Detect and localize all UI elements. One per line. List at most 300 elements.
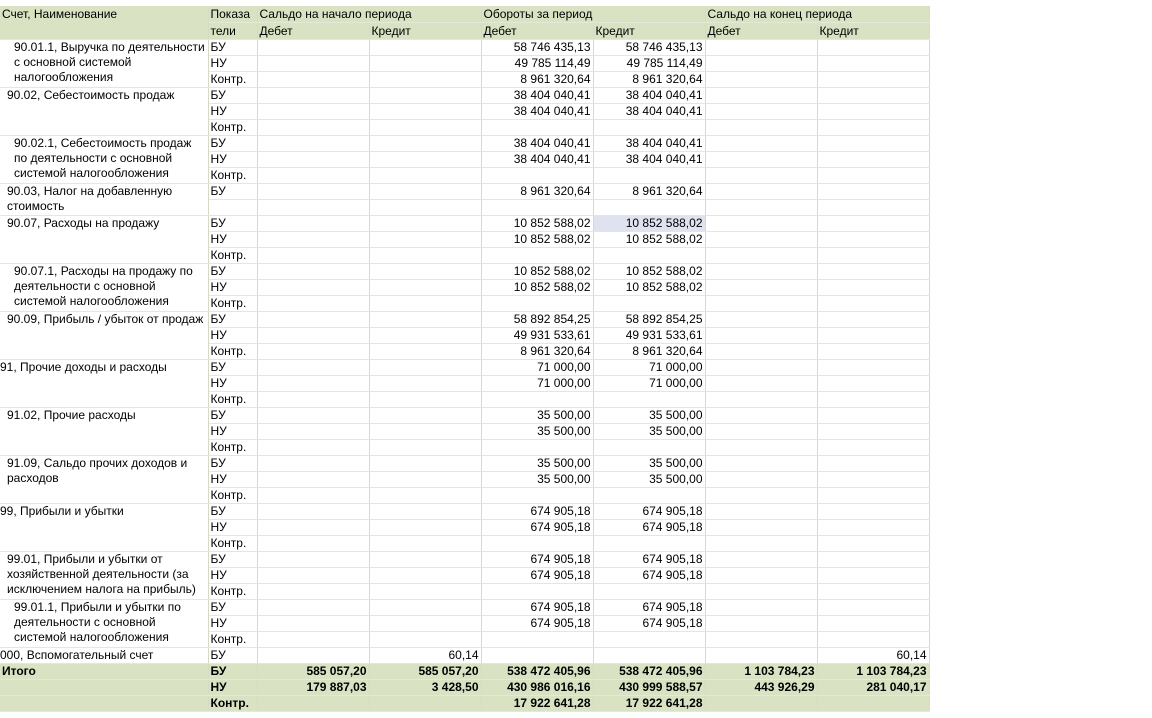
turnover-debit-cell[interactable]: 10 852 588,02 — [481, 232, 593, 248]
opening-credit-cell[interactable] — [369, 56, 481, 72]
account-name-cell[interactable]: 99.01, Прибыли и убытки от хозяйственной деятельности (за исключением налога на прибыль) — [0, 552, 208, 600]
table-row[interactable] — [0, 360, 929, 376]
account-name-cell[interactable]: 90.07, Расходы на продажу — [0, 216, 208, 264]
opening-debit-cell[interactable] — [257, 296, 369, 312]
opening-credit-cell[interactable] — [369, 104, 481, 120]
indicator-cell[interactable]: БУ — [208, 456, 257, 472]
indicator-cell[interactable]: БУ — [208, 600, 257, 616]
closing-credit-cell[interactable] — [817, 56, 929, 72]
closing-debit-cell[interactable] — [705, 536, 817, 552]
closing-debit-cell[interactable] — [705, 440, 817, 456]
opening-debit-cell[interactable] — [257, 248, 369, 264]
turnover-credit-cell[interactable] — [593, 168, 705, 184]
closing-credit-cell[interactable] — [817, 264, 929, 280]
totals-opening-credit-cell[interactable] — [369, 696, 481, 712]
turnover-debit-cell[interactable] — [481, 200, 593, 216]
indicator-cell[interactable]: НУ — [208, 424, 257, 440]
header-account[interactable]: Счет, Наименование — [0, 6, 208, 40]
closing-debit-cell[interactable] — [705, 648, 817, 664]
opening-debit-cell[interactable] — [257, 616, 369, 632]
turnover-debit-cell[interactable] — [481, 488, 593, 504]
account-name-cell[interactable]: 90.02, Себестоимость продаж — [0, 88, 208, 136]
turnover-debit-cell[interactable]: 35 500,00 — [481, 472, 593, 488]
opening-credit-cell[interactable] — [369, 232, 481, 248]
opening-debit-cell[interactable] — [257, 536, 369, 552]
indicator-cell[interactable]: Контр. — [208, 296, 257, 312]
closing-credit-cell[interactable] — [817, 392, 929, 408]
closing-credit-cell[interactable] — [817, 200, 929, 216]
table-row[interactable] — [0, 216, 929, 232]
totals-opening-debit-cell[interactable]: 179 887,03 — [257, 680, 369, 696]
closing-credit-cell[interactable] — [817, 616, 929, 632]
turnover-debit-cell[interactable]: 35 500,00 — [481, 456, 593, 472]
turnover-debit-cell[interactable]: 674 905,18 — [481, 504, 593, 520]
indicator-cell[interactable]: БУ — [208, 88, 257, 104]
closing-debit-cell[interactable] — [705, 184, 817, 200]
opening-debit-cell[interactable] — [257, 632, 369, 648]
closing-credit-cell[interactable] — [817, 536, 929, 552]
opening-debit-cell[interactable] — [257, 216, 369, 232]
turnover-credit-cell[interactable]: 674 905,18 — [593, 504, 705, 520]
table-row[interactable] — [0, 40, 929, 56]
opening-debit-cell[interactable] — [257, 472, 369, 488]
indicator-cell[interactable]: БУ — [208, 648, 257, 664]
opening-credit-cell[interactable] — [369, 280, 481, 296]
closing-debit-cell[interactable] — [705, 152, 817, 168]
turnover-credit-cell[interactable]: 674 905,18 — [593, 520, 705, 536]
account-name-cell[interactable]: 000, Вспомогательный счет — [0, 648, 208, 664]
opening-debit-cell[interactable] — [257, 600, 369, 616]
turnover-credit-cell[interactable]: 10 852 588,02 — [593, 216, 705, 232]
opening-debit-cell[interactable] — [257, 40, 369, 56]
turnover-credit-cell[interactable]: 38 404 040,41 — [593, 104, 705, 120]
table-row[interactable] — [0, 408, 929, 424]
closing-credit-cell[interactable] — [817, 568, 929, 584]
opening-credit-cell[interactable] — [369, 168, 481, 184]
turnover-debit-cell[interactable] — [481, 440, 593, 456]
indicator-cell[interactable]: БУ — [208, 312, 257, 328]
indicator-cell[interactable]: Контр. — [208, 440, 257, 456]
opening-debit-cell[interactable] — [257, 648, 369, 664]
turnover-credit-cell[interactable]: 674 905,18 — [593, 616, 705, 632]
totals-turnover-credit-cell[interactable]: 17 922 641,28 — [593, 696, 705, 712]
closing-debit-cell[interactable] — [705, 264, 817, 280]
table-row[interactable] — [0, 312, 929, 328]
opening-credit-cell[interactable] — [369, 408, 481, 424]
turnover-credit-cell[interactable]: 10 852 588,02 — [593, 280, 705, 296]
table-row[interactable] — [0, 136, 929, 152]
opening-credit-cell[interactable] — [369, 552, 481, 568]
closing-credit-cell[interactable] — [817, 120, 929, 136]
turnover-debit-cell[interactable]: 38 404 040,41 — [481, 152, 593, 168]
turnover-credit-cell[interactable] — [593, 648, 705, 664]
table-row[interactable] — [0, 552, 929, 568]
closing-credit-cell[interactable] — [817, 376, 929, 392]
indicator-cell[interactable]: НУ — [208, 472, 257, 488]
totals-turnover-credit-cell[interactable]: 538 472 405,96 — [593, 664, 705, 680]
opening-credit-cell[interactable] — [369, 488, 481, 504]
closing-debit-cell[interactable] — [705, 56, 817, 72]
opening-credit-cell[interactable] — [369, 184, 481, 200]
turnover-credit-cell[interactable]: 38 404 040,41 — [593, 136, 705, 152]
closing-credit-cell[interactable] — [817, 344, 929, 360]
turnover-credit-cell[interactable]: 8 961 320,64 — [593, 72, 705, 88]
turnover-debit-cell[interactable]: 38 404 040,41 — [481, 104, 593, 120]
indicator-cell[interactable]: БУ — [208, 264, 257, 280]
closing-debit-cell[interactable] — [705, 344, 817, 360]
indicator-cell[interactable]: НУ — [208, 56, 257, 72]
opening-debit-cell[interactable] — [257, 328, 369, 344]
header-turnover-credit[interactable]: Кредит — [593, 23, 705, 40]
table-row[interactable] — [0, 456, 929, 472]
indicator-cell[interactable]: НУ — [208, 328, 257, 344]
opening-debit-cell[interactable] — [257, 136, 369, 152]
account-name-cell[interactable]: 91.02, Прочие расходы — [0, 408, 208, 456]
closing-credit-cell[interactable] — [817, 408, 929, 424]
indicator-cell[interactable]: БУ — [208, 408, 257, 424]
indicator-cell[interactable]: БУ — [208, 40, 257, 56]
closing-debit-cell[interactable] — [705, 616, 817, 632]
closing-credit-cell[interactable] — [817, 280, 929, 296]
turnover-debit-cell[interactable]: 674 905,18 — [481, 568, 593, 584]
closing-credit-cell[interactable] — [817, 232, 929, 248]
opening-credit-cell[interactable] — [369, 536, 481, 552]
opening-debit-cell[interactable] — [257, 72, 369, 88]
turnover-debit-cell[interactable]: 49 931 533,61 — [481, 328, 593, 344]
header-turnover-debit[interactable]: Дебет — [481, 23, 593, 40]
indicator-cell[interactable]: НУ — [208, 376, 257, 392]
turnover-debit-cell[interactable] — [481, 120, 593, 136]
opening-debit-cell[interactable] — [257, 520, 369, 536]
closing-debit-cell[interactable] — [705, 40, 817, 56]
indicator-cell[interactable]: Контр. — [208, 632, 257, 648]
indicator-cell[interactable] — [208, 200, 257, 216]
account-name-cell[interactable]: 90.02.1, Себестоимость продаж по деятельности с основной системой налогообложения — [0, 136, 208, 184]
totals-turnover-debit-cell[interactable]: 430 986 016,16 — [481, 680, 593, 696]
opening-credit-cell[interactable] — [369, 472, 481, 488]
closing-credit-cell[interactable] — [817, 72, 929, 88]
table-row[interactable] — [0, 600, 929, 616]
header-opening-credit[interactable]: Кредит — [369, 23, 481, 40]
totals-turnover-debit-cell[interactable]: 17 922 641,28 — [481, 696, 593, 712]
closing-debit-cell[interactable] — [705, 232, 817, 248]
closing-credit-cell[interactable] — [817, 168, 929, 184]
account-name-cell[interactable]: 99, Прибыли и убытки — [0, 504, 208, 552]
closing-debit-cell[interactable] — [705, 216, 817, 232]
opening-credit-cell[interactable] — [369, 376, 481, 392]
closing-debit-cell[interactable] — [705, 360, 817, 376]
totals-closing-debit-cell[interactable]: 443 926,29 — [705, 680, 817, 696]
closing-debit-cell[interactable] — [705, 568, 817, 584]
indicator-cell[interactable]: БУ — [208, 504, 257, 520]
totals-opening-credit-cell[interactable]: 585 057,20 — [369, 664, 481, 680]
indicator-cell[interactable]: БУ — [208, 360, 257, 376]
closing-credit-cell[interactable] — [817, 360, 929, 376]
indicator-cell[interactable]: НУ — [208, 152, 257, 168]
opening-debit-cell[interactable] — [257, 552, 369, 568]
indicator-cell[interactable]: НУ — [208, 280, 257, 296]
totals-row[interactable] — [0, 696, 929, 712]
opening-debit-cell[interactable] — [257, 360, 369, 376]
opening-credit-cell[interactable] — [369, 360, 481, 376]
totals-closing-credit-cell[interactable]: 281 040,17 — [817, 680, 929, 696]
turnover-credit-cell[interactable]: 49 931 533,61 — [593, 328, 705, 344]
indicator-cell[interactable]: НУ — [208, 104, 257, 120]
indicator-cell[interactable]: НУ — [208, 520, 257, 536]
closing-credit-cell[interactable] — [817, 600, 929, 616]
opening-credit-cell[interactable] — [369, 72, 481, 88]
closing-debit-cell[interactable] — [705, 120, 817, 136]
turnover-credit-cell[interactable] — [593, 488, 705, 504]
turnover-credit-cell[interactable]: 10 852 588,02 — [593, 232, 705, 248]
totals-indicator-cell[interactable]: БУ — [208, 664, 257, 680]
header-turnover[interactable]: Обороты за период — [481, 6, 705, 23]
account-name-cell[interactable]: 99.01.1, Прибыли и убытки по деятельности с основной системой налогообложения — [0, 600, 208, 648]
turnover-debit-cell[interactable]: 38 404 040,41 — [481, 136, 593, 152]
closing-credit-cell[interactable] — [817, 328, 929, 344]
turnover-debit-cell[interactable]: 58 892 854,25 — [481, 312, 593, 328]
opening-credit-cell[interactable] — [369, 200, 481, 216]
opening-debit-cell[interactable] — [257, 232, 369, 248]
turnover-credit-cell[interactable]: 674 905,18 — [593, 600, 705, 616]
opening-debit-cell[interactable] — [257, 408, 369, 424]
turnover-credit-cell[interactable] — [593, 440, 705, 456]
turnover-credit-cell[interactable]: 674 905,18 — [593, 568, 705, 584]
closing-credit-cell[interactable] — [817, 296, 929, 312]
closing-debit-cell[interactable] — [705, 136, 817, 152]
opening-debit-cell[interactable] — [257, 104, 369, 120]
turnover-credit-cell[interactable] — [593, 200, 705, 216]
closing-credit-cell[interactable] — [817, 312, 929, 328]
account-name-cell[interactable]: 90.07.1, Расходы на продажу по деятельности с основной системой налогообложения — [0, 264, 208, 312]
totals-turnover-credit-cell[interactable]: 430 999 588,57 — [593, 680, 705, 696]
turnover-credit-cell[interactable] — [593, 248, 705, 264]
turnover-debit-cell[interactable]: 8 961 320,64 — [481, 344, 593, 360]
closing-credit-cell[interactable] — [817, 104, 929, 120]
opening-credit-cell[interactable] — [369, 152, 481, 168]
turnover-debit-cell[interactable]: 674 905,18 — [481, 616, 593, 632]
turnover-credit-cell[interactable] — [593, 536, 705, 552]
opening-debit-cell[interactable] — [257, 376, 369, 392]
opening-debit-cell[interactable] — [257, 200, 369, 216]
opening-credit-cell[interactable] — [369, 344, 481, 360]
totals-opening-debit-cell[interactable] — [257, 696, 369, 712]
opening-credit-cell[interactable] — [369, 600, 481, 616]
totals-closing-debit-cell[interactable] — [705, 696, 817, 712]
opening-credit-cell[interactable] — [369, 136, 481, 152]
opening-credit-cell[interactable] — [369, 520, 481, 536]
table-row[interactable] — [0, 88, 929, 104]
indicator-cell[interactable]: БУ — [208, 216, 257, 232]
closing-debit-cell[interactable] — [705, 552, 817, 568]
closing-debit-cell[interactable] — [705, 88, 817, 104]
opening-debit-cell[interactable] — [257, 168, 369, 184]
opening-debit-cell[interactable] — [257, 392, 369, 408]
header-opening-debit[interactable]: Дебет — [257, 23, 369, 40]
closing-debit-cell[interactable] — [705, 520, 817, 536]
closing-credit-cell[interactable] — [817, 440, 929, 456]
closing-debit-cell[interactable] — [705, 168, 817, 184]
turnover-credit-cell[interactable]: 35 500,00 — [593, 456, 705, 472]
turnover-debit-cell[interactable]: 58 746 435,13 — [481, 40, 593, 56]
opening-credit-cell[interactable] — [369, 568, 481, 584]
opening-credit-cell[interactable] — [369, 440, 481, 456]
header-closing-credit[interactable]: Кредит — [817, 23, 929, 40]
opening-debit-cell[interactable] — [257, 440, 369, 456]
closing-credit-cell[interactable] — [817, 248, 929, 264]
opening-credit-cell[interactable] — [369, 312, 481, 328]
opening-credit-cell[interactable] — [369, 504, 481, 520]
turnover-credit-cell[interactable] — [593, 392, 705, 408]
turnover-credit-cell[interactable]: 49 785 114,49 — [593, 56, 705, 72]
opening-debit-cell[interactable] — [257, 56, 369, 72]
closing-debit-cell[interactable] — [705, 328, 817, 344]
closing-debit-cell[interactable] — [705, 584, 817, 600]
opening-debit-cell[interactable] — [257, 504, 369, 520]
turnover-credit-cell[interactable]: 58 892 854,25 — [593, 312, 705, 328]
turnover-debit-cell[interactable]: 10 852 588,02 — [481, 280, 593, 296]
opening-credit-cell[interactable] — [369, 88, 481, 104]
indicator-cell[interactable]: Контр. — [208, 536, 257, 552]
turnover-debit-cell[interactable] — [481, 536, 593, 552]
closing-debit-cell[interactable] — [705, 408, 817, 424]
opening-credit-cell[interactable] — [369, 456, 481, 472]
turnover-credit-cell[interactable]: 35 500,00 — [593, 472, 705, 488]
closing-debit-cell[interactable] — [705, 104, 817, 120]
turnover-credit-cell[interactable] — [593, 296, 705, 312]
opening-credit-cell[interactable] — [369, 120, 481, 136]
closing-debit-cell[interactable] — [705, 488, 817, 504]
turnover-debit-cell[interactable] — [481, 648, 593, 664]
turnover-credit-cell[interactable]: 35 500,00 — [593, 424, 705, 440]
opening-debit-cell[interactable] — [257, 456, 369, 472]
turnover-debit-cell[interactable]: 8 961 320,64 — [481, 184, 593, 200]
opening-credit-cell[interactable] — [369, 424, 481, 440]
indicator-cell[interactable]: Контр. — [208, 72, 257, 88]
turnover-debit-cell[interactable]: 35 500,00 — [481, 408, 593, 424]
turnover-credit-cell[interactable]: 674 905,18 — [593, 552, 705, 568]
turnover-debit-cell[interactable] — [481, 168, 593, 184]
opening-debit-cell[interactable] — [257, 152, 369, 168]
turnover-credit-cell[interactable]: 8 961 320,64 — [593, 184, 705, 200]
totals-turnover-debit-cell[interactable]: 538 472 405,96 — [481, 664, 593, 680]
indicator-cell[interactable]: Контр. — [208, 168, 257, 184]
opening-credit-cell[interactable] — [369, 296, 481, 312]
indicator-cell[interactable]: Контр. — [208, 248, 257, 264]
account-name-cell[interactable]: 91, Прочие доходы и расходы — [0, 360, 208, 408]
closing-credit-cell[interactable] — [817, 472, 929, 488]
closing-debit-cell[interactable] — [705, 424, 817, 440]
table-row[interactable] — [0, 504, 929, 520]
closing-debit-cell[interactable] — [705, 632, 817, 648]
turnover-credit-cell[interactable] — [593, 120, 705, 136]
turnover-debit-cell[interactable]: 674 905,18 — [481, 520, 593, 536]
closing-credit-cell[interactable] — [817, 488, 929, 504]
opening-credit-cell[interactable] — [369, 584, 481, 600]
opening-debit-cell[interactable] — [257, 120, 369, 136]
closing-debit-cell[interactable] — [705, 296, 817, 312]
turnover-credit-cell[interactable] — [593, 632, 705, 648]
closing-debit-cell[interactable] — [705, 472, 817, 488]
indicator-cell[interactable]: НУ — [208, 568, 257, 584]
opening-debit-cell[interactable] — [257, 312, 369, 328]
closing-debit-cell[interactable] — [705, 600, 817, 616]
totals-closing-debit-cell[interactable]: 1 103 784,23 — [705, 664, 817, 680]
closing-credit-cell[interactable] — [817, 552, 929, 568]
indicator-cell[interactable]: Контр. — [208, 344, 257, 360]
opening-debit-cell[interactable] — [257, 424, 369, 440]
closing-debit-cell[interactable] — [705, 376, 817, 392]
opening-credit-cell[interactable] — [369, 248, 481, 264]
turnover-credit-cell[interactable] — [593, 584, 705, 600]
indicator-cell[interactable]: БУ — [208, 184, 257, 200]
totals-opening-credit-cell[interactable]: 3 428,50 — [369, 680, 481, 696]
turnover-debit-cell[interactable] — [481, 392, 593, 408]
closing-credit-cell[interactable] — [817, 136, 929, 152]
header-opening-balance[interactable]: Сальдо на начало периода — [257, 6, 481, 23]
opening-credit-cell[interactable] — [369, 40, 481, 56]
turnover-credit-cell[interactable]: 10 852 588,02 — [593, 264, 705, 280]
closing-debit-cell[interactable] — [705, 456, 817, 472]
turnover-credit-cell[interactable]: 38 404 040,41 — [593, 88, 705, 104]
indicator-cell[interactable]: Контр. — [208, 488, 257, 504]
header-indicator-top[interactable]: Показа — [208, 6, 257, 23]
opening-debit-cell[interactable] — [257, 88, 369, 104]
closing-credit-cell[interactable]: 60,14 — [817, 648, 929, 664]
closing-debit-cell[interactable] — [705, 392, 817, 408]
table-row[interactable] — [0, 184, 929, 200]
turnover-debit-cell[interactable]: 38 404 040,41 — [481, 88, 593, 104]
turnover-credit-cell[interactable]: 8 961 320,64 — [593, 344, 705, 360]
totals-indicator-cell[interactable]: НУ — [208, 680, 257, 696]
closing-credit-cell[interactable] — [817, 584, 929, 600]
closing-credit-cell[interactable] — [817, 456, 929, 472]
opening-credit-cell[interactable] — [369, 328, 481, 344]
opening-credit-cell[interactable]: 60,14 — [369, 648, 481, 664]
opening-debit-cell[interactable] — [257, 568, 369, 584]
turnover-debit-cell[interactable] — [481, 248, 593, 264]
closing-debit-cell[interactable] — [705, 200, 817, 216]
turnover-debit-cell[interactable]: 49 785 114,49 — [481, 56, 593, 72]
turnover-debit-cell[interactable]: 8 961 320,64 — [481, 72, 593, 88]
turnover-debit-cell[interactable] — [481, 632, 593, 648]
header-indicator-bottom[interactable]: тели — [208, 23, 257, 40]
closing-credit-cell[interactable] — [817, 184, 929, 200]
closing-credit-cell[interactable] — [817, 504, 929, 520]
opening-debit-cell[interactable] — [257, 184, 369, 200]
closing-credit-cell[interactable] — [817, 632, 929, 648]
turnover-debit-cell[interactable]: 71 000,00 — [481, 376, 593, 392]
opening-debit-cell[interactable] — [257, 264, 369, 280]
indicator-cell[interactable]: НУ — [208, 616, 257, 632]
turnover-credit-cell[interactable]: 35 500,00 — [593, 408, 705, 424]
indicator-cell[interactable]: Контр. — [208, 120, 257, 136]
closing-debit-cell[interactable] — [705, 504, 817, 520]
account-name-cell[interactable]: 90.03, Налог на добавленную стоимость — [0, 184, 208, 216]
turnover-credit-cell[interactable]: 58 746 435,13 — [593, 40, 705, 56]
turnover-debit-cell[interactable] — [481, 584, 593, 600]
opening-credit-cell[interactable] — [369, 216, 481, 232]
account-name-cell[interactable]: 90.01.1, Выручка по деятельности с основной системой налогообложения — [0, 40, 208, 88]
turnover-debit-cell[interactable]: 10 852 588,02 — [481, 264, 593, 280]
closing-debit-cell[interactable] — [705, 248, 817, 264]
indicator-cell[interactable]: БУ — [208, 552, 257, 568]
closing-debit-cell[interactable] — [705, 312, 817, 328]
turnover-debit-cell[interactable]: 674 905,18 — [481, 600, 593, 616]
account-name-cell[interactable]: 90.09, Прибыль / убыток от продаж — [0, 312, 208, 360]
turnover-debit-cell[interactable]: 674 905,18 — [481, 552, 593, 568]
closing-credit-cell[interactable] — [817, 424, 929, 440]
